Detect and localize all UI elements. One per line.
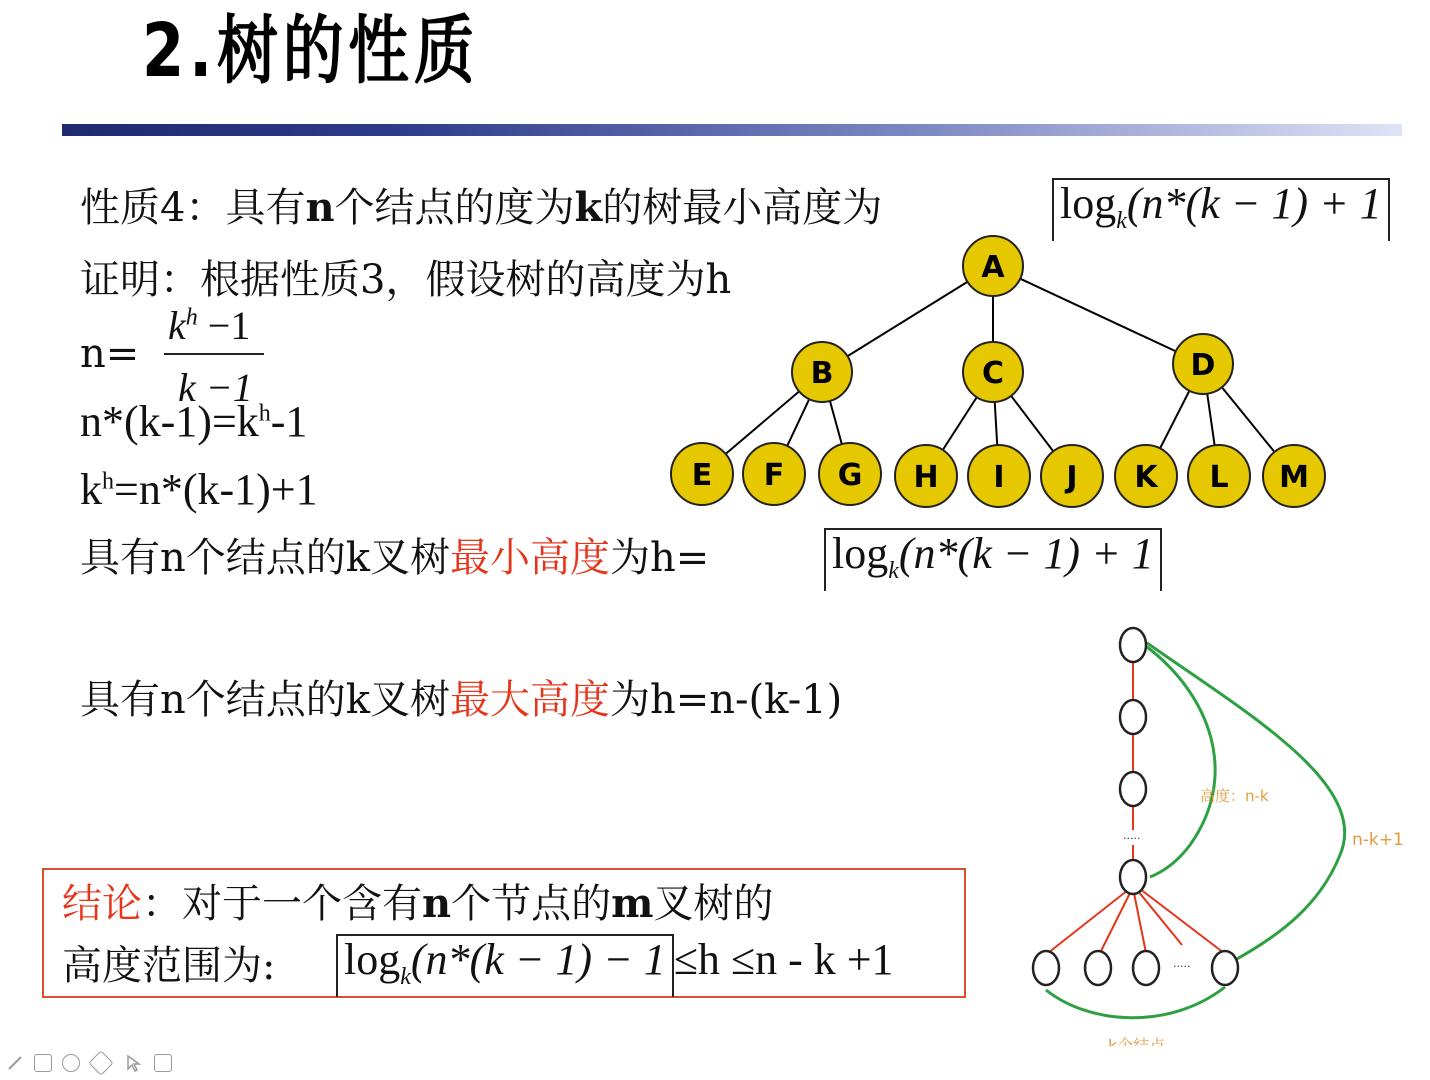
sketch-node: [1120, 628, 1146, 662]
min-height-formula: [824, 528, 1162, 591]
conclusion-formula: [336, 934, 894, 997]
frac-tail: −1: [197, 303, 251, 348]
conclusion-line1: [62, 880, 774, 927]
eq3-sup: h: [102, 468, 114, 495]
conclusion-text: 对于一个含有: [182, 881, 422, 927]
fraction-denominator: k −1: [178, 365, 253, 410]
eraser-icon[interactable]: [88, 1050, 113, 1075]
eq3-right: =n*(k-1)+1: [114, 465, 318, 514]
tree-label-b: B: [810, 356, 834, 391]
tree-label-l: L: [1209, 460, 1229, 495]
sketch-ellipsis: .....: [1173, 957, 1191, 970]
sketch-node: [1120, 700, 1146, 734]
pointer-icon[interactable]: [124, 1054, 142, 1072]
formula-args: (n*(k − 1) + 1: [898, 529, 1154, 578]
eq2-right: -1: [270, 397, 308, 446]
sketch-leaf: [1133, 951, 1159, 985]
formula-args: (n*(k − 1) + 1: [1126, 179, 1382, 228]
conclusion-tail: ≤h ≤n - k +1: [673, 935, 894, 984]
formula-log: log: [832, 529, 889, 578]
fraction-bar: [164, 353, 264, 355]
sketch-node: [1120, 860, 1146, 894]
max-height-line: [80, 677, 843, 723]
property4-n: n: [305, 184, 335, 231]
presentation-toolbar: [0, 1046, 1430, 1080]
tree-label-a: A: [981, 250, 1005, 285]
lasso-icon[interactable]: [62, 1054, 80, 1072]
property4-line: [80, 184, 883, 231]
conclusion-text: 个节点的: [451, 881, 612, 927]
formula-log: log: [1060, 179, 1117, 228]
frac-k: k: [168, 303, 186, 348]
tree-label-f: F: [763, 458, 785, 493]
tree-label-c: C: [981, 356, 1005, 391]
min-height-suffix: 为h=: [610, 535, 710, 581]
tree-label-k: K: [1134, 460, 1158, 495]
property4-text: 具有: [225, 185, 306, 231]
eq2-sup: h: [258, 400, 271, 427]
k-ary-tree-diagram: [660, 228, 1340, 528]
property4-text: 个结点的度为: [334, 185, 575, 231]
max-height-suffix: 为h=n-(k-1): [610, 677, 843, 723]
pen-icon[interactable]: [6, 1054, 24, 1072]
min-height-highlight: 最小高度: [450, 535, 610, 581]
tree-label-m: M: [1279, 460, 1309, 495]
tree-label-j: J: [1066, 460, 1078, 495]
tree-label-g: G: [837, 458, 863, 493]
title-divider: [62, 124, 1402, 136]
property4-k: k: [574, 184, 603, 231]
conclusion-line2-prefix: 高度范围为:: [62, 943, 276, 989]
formula-log: log: [344, 935, 401, 984]
min-height-prefix: 具有n个结点的k叉树: [80, 535, 450, 581]
equation-2: [80, 397, 308, 446]
equation-3: [80, 465, 318, 514]
max-height-highlight: 最大高度: [450, 677, 610, 723]
fraction-numerator: [168, 302, 250, 349]
sketch-node: [1120, 772, 1146, 806]
slide-title: 2.树的性质: [142, 8, 480, 94]
sketch-ellipsis: .....: [1123, 829, 1141, 842]
n-equals: n=: [80, 331, 140, 377]
camera-icon[interactable]: [154, 1054, 172, 1072]
property4-text: 的树最小高度为: [602, 185, 883, 231]
formula-args: (n*(k − 1) − 1: [410, 935, 666, 984]
eq3-left: k: [80, 465, 102, 514]
conclusion-n: n: [422, 880, 452, 927]
max-height-prefix: 具有n个结点的k叉树: [80, 677, 450, 723]
sketch-leaf: [1085, 951, 1111, 985]
formula-sub: k: [888, 557, 899, 584]
tree-label-h: H: [913, 460, 939, 495]
formula-sub: k: [400, 963, 411, 990]
min-height-line: [80, 535, 710, 581]
max-height-sketch: [1010, 615, 1420, 1060]
frac-sup: h: [185, 304, 198, 331]
tree-label-d: D: [1190, 348, 1216, 383]
formula-sub: k: [1116, 207, 1127, 234]
grid-icon[interactable]: [34, 1054, 52, 1072]
proof-line: 证明：根据性质3，假设树的高度为h: [80, 257, 732, 303]
sketch-leaf: [1033, 951, 1059, 985]
conclusion-m: m: [611, 880, 654, 927]
sketch-height-label: 高度：n-k: [1200, 787, 1269, 805]
conclusion-colon: ：: [142, 881, 182, 927]
conclusion-text: 叉树的: [653, 881, 774, 927]
tree-label-i: I: [993, 460, 1005, 495]
conclusion-label: 结论: [62, 881, 142, 927]
tree-label-e: E: [691, 458, 713, 493]
sketch-leaf: [1212, 951, 1238, 985]
property4-label: 性质4：: [80, 185, 226, 231]
sketch-total-label: n-k+1: [1352, 830, 1404, 850]
eq2-left: n*(k-1)=k: [80, 397, 259, 446]
